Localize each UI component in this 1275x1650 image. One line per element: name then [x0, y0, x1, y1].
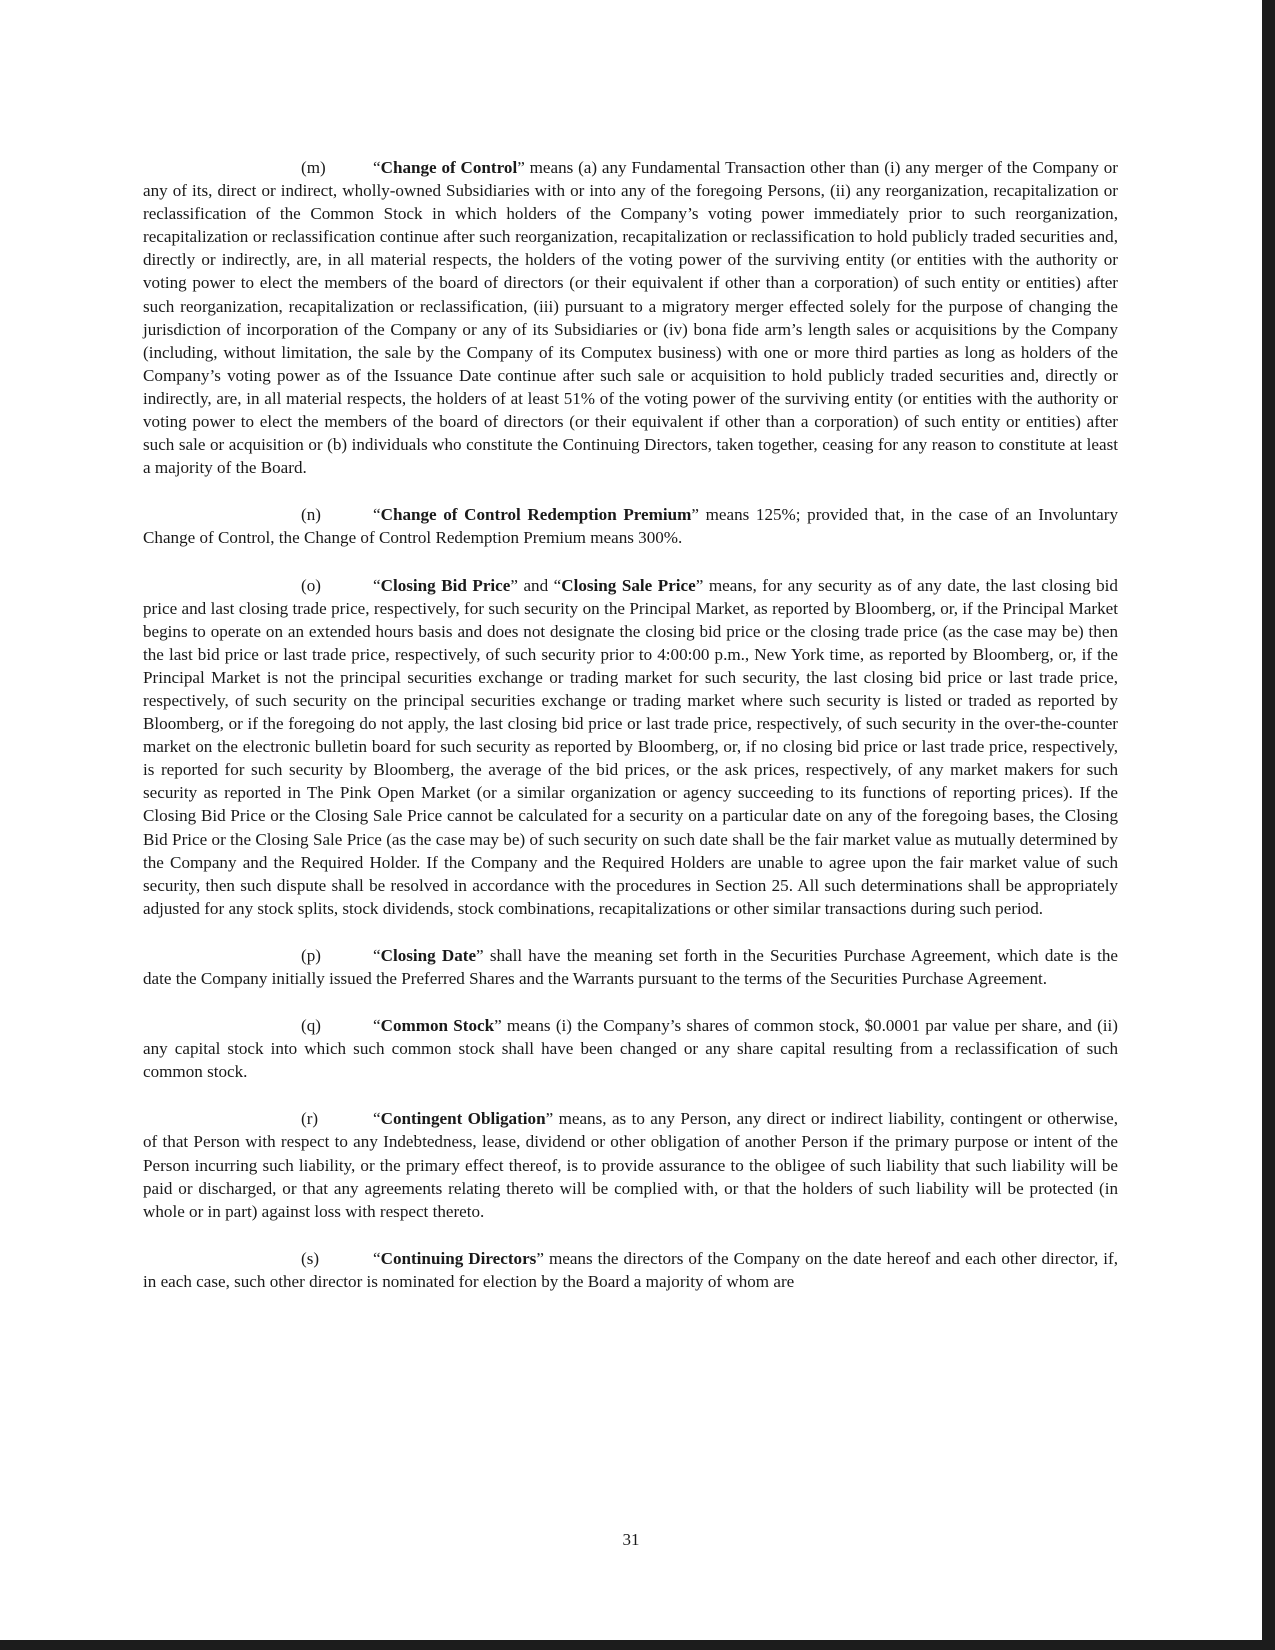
defined-term: Change of Control — [380, 158, 518, 177]
defined-term: Change of Control Redemption Premium — [380, 505, 692, 525]
definition-text: means (i) the Company’s shares of common stock, $0.0001 par value per share, and (ii) any capital stock into which such common stock shall have been changed or any share capital resulting from a reclassification of such common stock. — [143, 1016, 1118, 1082]
definition-r — [143, 1107, 1118, 1222]
open-quote: “ — [373, 1109, 381, 1129]
definition-p — [143, 944, 1118, 990]
open-quote: “ — [373, 158, 381, 177]
definition-text: means (a) any Fundamental Transaction other than (i) any merger of the Company or any of its, direct or indirect, wholly-owned Subsidiaries with or into any of the foregoing Persons, (ii) any reorganization, recapitalization or reclassification of the Common Stock in which holders of the Company’s voting power immediately prior to such reorganization, recapitalization or reclassification continue after such reorganization, recapitalization or reclassification to hold publicly traded securities and, directly or indirectly, are, in all material respects, the holders of the voting power of the surviving entity (or entities with the authority or voting power to elect the members of the board of directors (or their equivalent if other than a corporation) of such entity or entities) after such reorganization, recapitalization or reclassification, (iii) pursuant to a migratory merger effected solely for the purpose of changing the jurisdiction of incorporation of the Company or any of its Subsidiaries or (iv) bona fide arm’s length sales or acquisitions by the Company (including, without limitation, the sale by the Company of its Computex business) with one or more third parties as long as holders of the Company’s voting power as of the Issuance Date continue after such sale or acquisition to hold publicly traded securities and, directly or indirectly, are, in all material respects, the holders of at least 51% of the voting power of the surviving entity (or entities with the authority or voting power to elect the members of the board of directors (or their equivalent if other than a corporation) of such entity or entities) after such sale or acquisition or (b) individuals who constitute the Continuing Directors, taken together, ceasing for any reason to constitute at least a majority of the Board. — [143, 158, 1118, 478]
connector-text: and “ — [517, 575, 562, 595]
page-number: 31 — [622, 1530, 640, 1549]
open-quote: “ — [373, 945, 381, 965]
definition-text: means, as to any Person, any direct or indirect liability, contingent or otherwise, of that Person with respect to any Indebtedness, lease, dividend or other obligation of another Person if the primary purpose or intent of the Person incurring such liability, or the primary effect thereof, is to provide assurance to the obligee of such liability that such liability will be paid or discharged, or that any agreements relating thereto will be complied with, or that the holders of such liability will be protected (in whole or in part) against loss with respect thereto. — [143, 1109, 1118, 1221]
definition-s — [143, 1247, 1118, 1293]
defined-term: Closing Bid Price — [380, 575, 511, 595]
open-quote: “ — [373, 575, 381, 595]
clause-label: (p) — [301, 945, 321, 965]
defined-term: Common Stock — [380, 1016, 495, 1036]
definition-m — [143, 156, 1118, 479]
close-quote: ” — [494, 1016, 502, 1036]
definition-n — [143, 503, 1118, 549]
open-quote: “ — [373, 505, 381, 525]
clause-label: (r) — [301, 1109, 319, 1129]
close-quote: ” — [510, 575, 518, 595]
close-quote: ” — [476, 945, 484, 965]
clause-label: (m) — [301, 158, 326, 177]
defined-term: Contingent Obligation — [380, 1109, 546, 1129]
close-quote: ” — [691, 505, 699, 525]
close-quote: ” — [517, 158, 525, 177]
definitions-body — [143, 156, 1118, 1317]
clause-label: (s) — [301, 1248, 320, 1268]
defined-term: Closing Date — [380, 945, 477, 965]
clause-label: (q) — [301, 1016, 321, 1036]
close-quote: ” — [545, 1109, 554, 1129]
definition-o — [143, 574, 1118, 920]
definition-text: means, for any security as of any date, the last closing bid price and last closing trade price, respectively, for such security on the Principal Market, as reported by Bloomberg, or, if the Principal Market begins to operate on an extended hours basis and does not designate the closing bid price or the closing trade price (as the case may be) then the last bid price or last trade price, respectively, of such security prior to 4:00:00 p.m., New York time, as reported by Bloomberg, or, if the Principal Market is not the principal securities exchange or trading market for such security, the last closing bid price or last trade price, respectively, of such security on the principal securities exchange or trading market where such security is listed or traded as reported by Bloomberg, or if the foregoing do not apply, the last closing bid price or last trade price, respectively, of such security in the over-the-counter market on the electronic bulletin board for such security as reported by Bloomberg, or, if no closing bid price or last trade price, respectively, is reported for such security by Bloomberg, the average of the bid prices, or the ask prices, respectively, of any market makers for such security as reported in The Pink Open Market (or a similar organization or agency succeeding to its functions of reporting prices). If the Closing Bid Price or the Closing Sale Price cannot be calculated for a security on a particular date on any of the foregoing bases, the Closing Bid Price or the Closing Sale Price (as the case may be) of such security on such date shall be the fair market value as mutually determined by the Company and the Required Holder. If the Company and the Required Holders are unable to agree upon the fair market value of such security, then such dispute shall be resolved in accordance with the procedures in Section 25. All such determinations shall be appropriately adjusted for any stock splits, stock dividends, stock combinations, recapitalizations or other similar transactions during such period. — [143, 575, 1118, 918]
close-quote: ” — [536, 1248, 544, 1268]
definition-q — [143, 1014, 1118, 1083]
defined-term: Continuing Directors — [380, 1248, 537, 1268]
defined-term-secondary: Closing Sale Price — [561, 575, 696, 595]
definition-text: means 125%; provided that, in the case of an Involuntary Change of Control, the Change of Control Redemption Premium means 300%. — [143, 505, 1118, 548]
clause-label: (n) — [301, 505, 321, 525]
open-quote: “ — [373, 1016, 381, 1036]
definition-text: means the directors of the Company on the date hereof and each other director, if, in each case, such other director is nominated for election by the Board a majority of whom are — [143, 1248, 1118, 1291]
definition-text: shall have the meaning set forth in the Securities Purchase Agreement, which date is the date the Company initially issued the Preferred Shares and the Warrants pursuant to the terms of the Securities Purchase Agreement. — [143, 945, 1118, 988]
close-quote: ” — [695, 575, 704, 595]
clause-label: (o) — [301, 575, 321, 595]
open-quote: “ — [373, 1248, 381, 1268]
